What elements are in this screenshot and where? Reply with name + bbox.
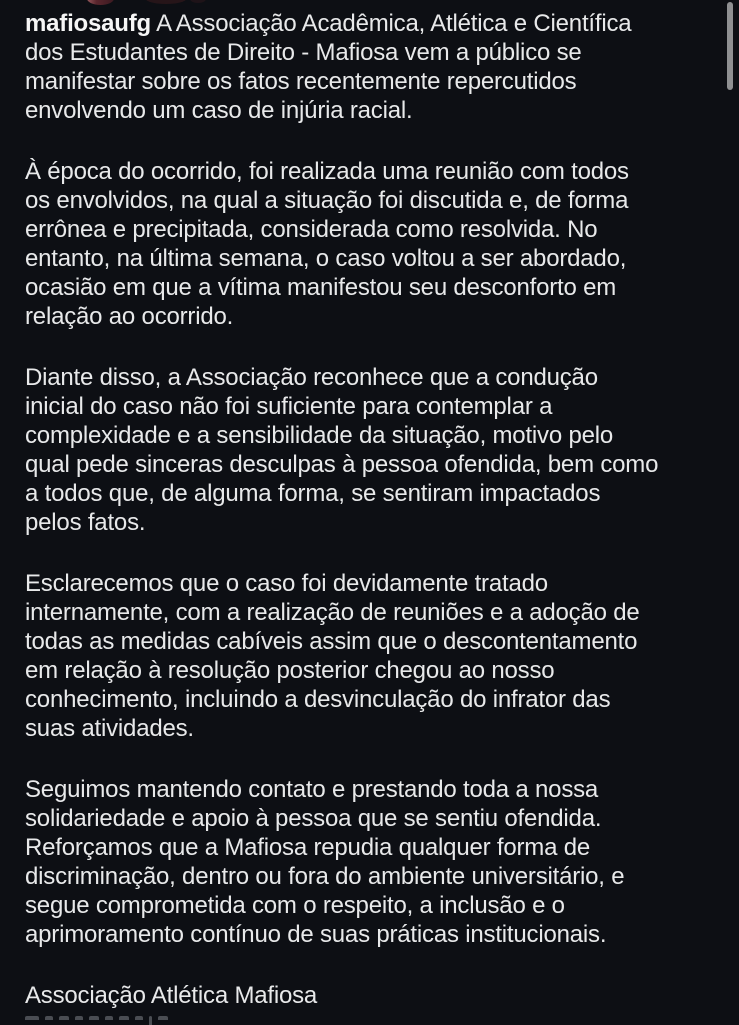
clipped-text-line [25,1016,168,1025]
caption-line: aprimoramento contínuo de suas práticas institucionais. [25,921,607,948]
username-link[interactable]: mafiosaufg [25,10,152,37]
caption-paragraph [25,775,713,949]
caption-line: a todos que, de alguma forma, se sentiram impactados [25,480,601,507]
caption-paragraph [25,363,713,537]
heart-emoji-icon [146,0,186,4]
caption-line: Diante disso, a Associação reconhece que a condução [25,364,598,391]
caption-line: conhecimento, incluindo a desvinculação do infrator das [25,686,611,713]
clipped-text-fragment [59,1016,69,1020]
heart-emoji-icon [87,0,114,5]
caption-line: os envolvidos, na qual a situação foi discutida e, de forma [25,187,629,214]
caption-line: envolvendo um caso de injúria racial. [25,97,413,124]
heart-emoji-icon [190,0,206,3]
caption-line: internamente, com a realização de reuniões e a adoção de [25,599,640,626]
caption-line: em relação à resolução posterior chegou ao nosso [25,657,555,684]
caption-line: todas as medidas cabíveis assim que o descontentamento [25,628,638,655]
clipped-text-fragment [105,1016,113,1020]
caption-paragraph [25,569,713,743]
clipped-text-fragment [45,1016,53,1020]
caption-line: ocasião em que a vítima manifestou seu desconforto em [25,274,617,301]
caption-line: pelos fatos. [25,509,146,536]
caption-line: Reforçamos que a Mafiosa repudia qualquer forma de [25,834,590,861]
caption-line: Esclarecemos que o caso foi devidamente tratado [25,570,548,597]
caption-line: suas atividades. [25,715,194,742]
caption-line: segue comprometida com o respeito, a inclusão e o [25,892,565,919]
caption-line: inicial do caso não foi suficiente para contemplar a [25,393,553,420]
caption-line: errônea e precipitada, considerada como resolvida. No [25,216,598,243]
signature-line: Associação Atlética Mafiosa [25,982,318,1009]
caption [25,9,713,1010]
clipped-text-fragment [89,1016,99,1020]
caption-line: Seguimos mantendo contato e prestando toda a nossa [25,776,599,803]
caption-line: manifestar sobre os fatos recentemente repercutidos [25,68,577,95]
caption-line: solidariedade e apoio à pessoa que se sentiu ofendida. [25,805,602,832]
caption-line: À época do ocorrido, foi realizada uma reunião com todos [25,158,629,185]
cutoff-emoji-row [0,0,739,8]
caption-line: relação ao ocorrido. [25,303,234,330]
caption-line: mafiosaufg A Associação Acadêmica, Atlética e Científica [25,10,632,37]
caption-paragraph [25,157,713,331]
caption-line: qual pede sinceras desculpas à pessoa ofendida, bem como [25,451,659,478]
clipped-text-fragment [75,1016,83,1020]
caption-line: dos Estudantes de Direito - Mafiosa vem a público se [25,39,582,66]
clipped-text-fragment [119,1016,129,1020]
caption-paragraph [25,9,713,125]
caption-line: entanto, na última semana, o caso voltou a ser abordado, [25,245,627,272]
caption-line: discriminação, dentro ou fora do ambiente universitário, e [25,863,625,890]
clipped-text-fragment [135,1016,143,1020]
clipped-text-fragment [149,1016,152,1025]
clipped-text-fragment [158,1016,168,1020]
scrollbar[interactable] [727,2,733,90]
clipped-text-fragment [25,1016,39,1020]
caption-line: complexidade e a sensibilidade da situação, motivo pelo [25,422,614,449]
